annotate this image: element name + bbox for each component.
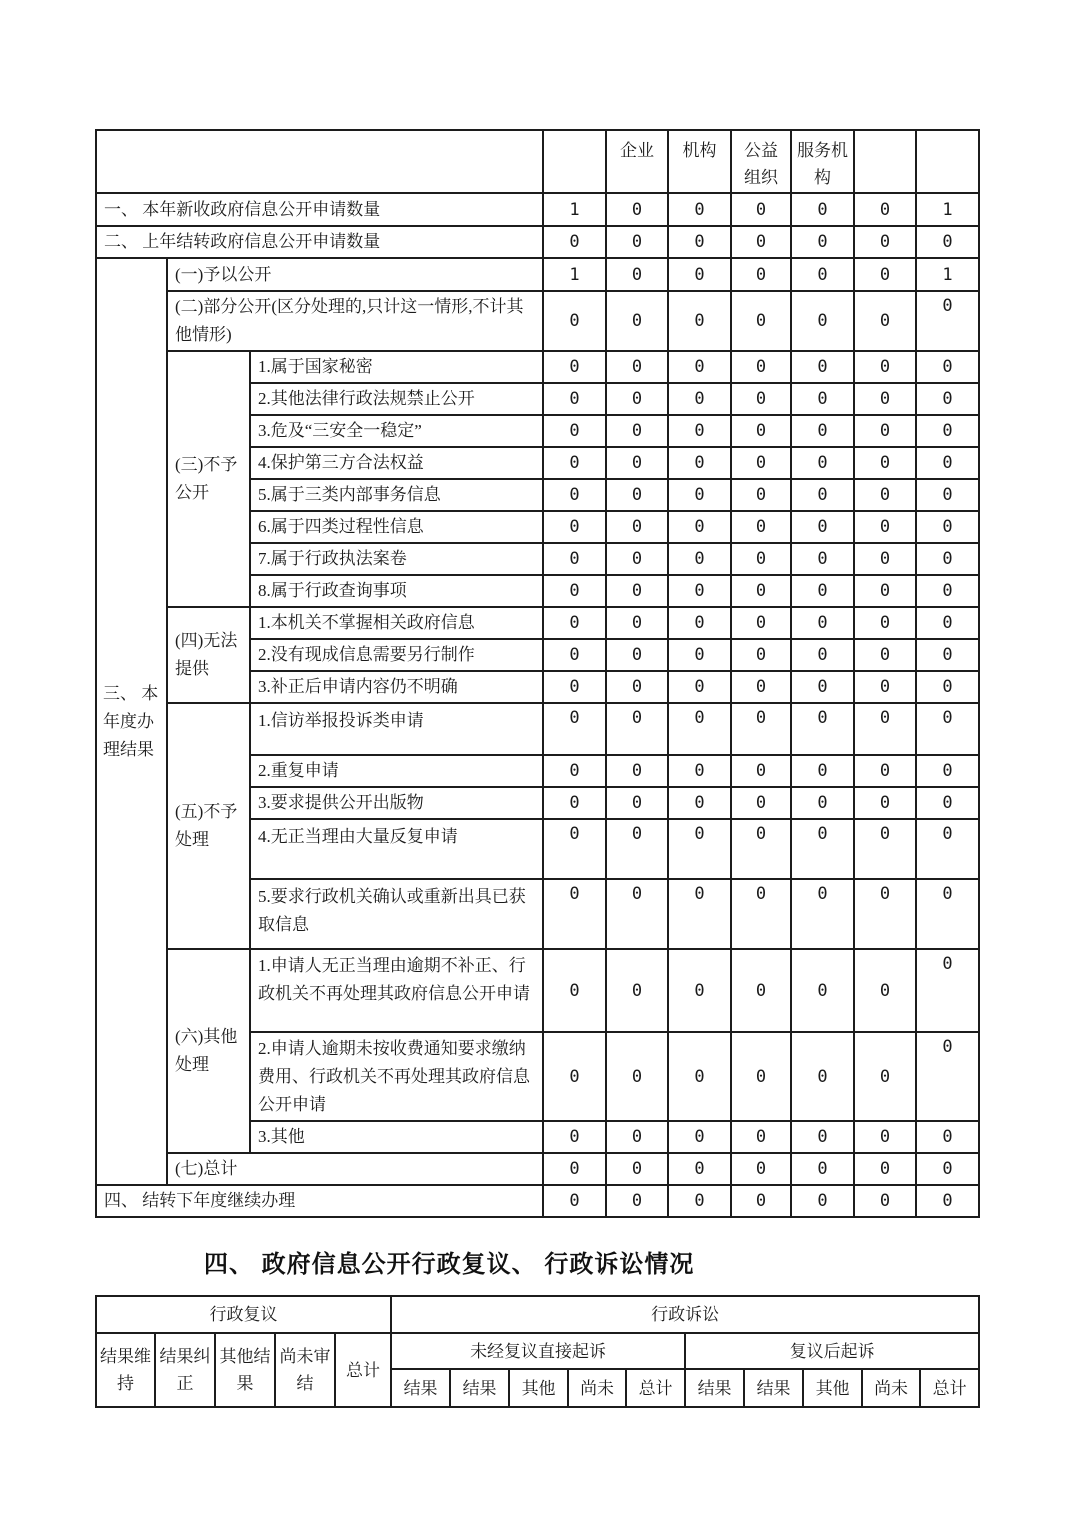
value-cell: 0 xyxy=(543,1032,606,1121)
value-cell: 0 xyxy=(916,575,979,607)
value-cell: 0 xyxy=(916,1032,979,1121)
value-cell: 0 xyxy=(731,511,791,543)
value-cell: 0 xyxy=(731,1121,791,1153)
value-cell: 0 xyxy=(854,511,916,543)
value-cell: 0 xyxy=(606,671,668,703)
column-header-other-result: 其他结果 xyxy=(215,1333,275,1407)
value-cell: 0 xyxy=(916,1185,979,1217)
value-cell: 0 xyxy=(791,755,854,787)
value-cell: 0 xyxy=(916,1153,979,1185)
value-cell: 0 xyxy=(731,671,791,703)
value-cell: 0 xyxy=(543,479,606,511)
column-header xyxy=(916,130,979,193)
value-cell: 0 xyxy=(916,511,979,543)
header-row xyxy=(96,130,979,193)
item-label: 3.危及“三安全一稳定” xyxy=(250,415,543,447)
value-cell: 0 xyxy=(916,415,979,447)
value-cell: 0 xyxy=(916,1121,979,1153)
column-header: 总计 xyxy=(920,1369,979,1407)
value-cell: 0 xyxy=(791,819,854,879)
value-cell: 0 xyxy=(543,1121,606,1153)
value-cell: 0 xyxy=(543,447,606,479)
value-cell: 0 xyxy=(791,351,854,383)
value-cell: 0 xyxy=(916,447,979,479)
value-cell: 0 xyxy=(854,671,916,703)
table-row xyxy=(96,1153,979,1185)
value-cell: 0 xyxy=(854,415,916,447)
value-cell: 0 xyxy=(606,415,668,447)
value-cell: 0 xyxy=(543,575,606,607)
value-cell: 0 xyxy=(791,879,854,949)
value-cell: 0 xyxy=(731,543,791,575)
value-cell: 1 xyxy=(916,193,979,226)
value-cell: 0 xyxy=(668,351,731,383)
value-cell: 0 xyxy=(916,639,979,671)
value-cell: 0 xyxy=(731,1185,791,1217)
item-label: 4.无正当理由大量反复申请 xyxy=(250,819,543,879)
item-label: 6.属于四类过程性信息 xyxy=(250,511,543,543)
table2-group-row xyxy=(96,1296,979,1333)
value-cell: 0 xyxy=(916,703,979,755)
value-cell: 0 xyxy=(668,819,731,879)
item-label: 1.本机关不掌握相关政府信息 xyxy=(250,607,543,639)
table-row xyxy=(96,258,979,291)
value-cell: 0 xyxy=(606,1121,668,1153)
value-cell: 0 xyxy=(543,291,606,351)
value-cell: 0 xyxy=(606,1185,668,1217)
value-cell: 0 xyxy=(543,787,606,819)
item-label: 5.属于三类内部事务信息 xyxy=(250,479,543,511)
value-cell: 0 xyxy=(606,447,668,479)
table2-subgroup-row xyxy=(96,1333,979,1369)
value-cell: 0 xyxy=(916,351,979,383)
value-cell: 0 xyxy=(543,383,606,415)
column-header-institution: 机构 xyxy=(668,130,731,193)
row-label: (一)予以公开 xyxy=(167,258,543,291)
item-label: 2.没有现成信息需要另行制作 xyxy=(250,639,543,671)
group-header-admin-lawsuit: 行政诉讼 xyxy=(391,1296,979,1333)
value-cell: 0 xyxy=(854,1032,916,1121)
value-cell: 0 xyxy=(668,1032,731,1121)
column-header xyxy=(854,130,916,193)
value-cell: 0 xyxy=(543,1153,606,1185)
value-cell: 0 xyxy=(854,291,916,351)
column-header-pending: 尚未审结 xyxy=(275,1333,335,1407)
review-lawsuit-table xyxy=(95,1295,980,1408)
value-cell: 0 xyxy=(854,226,916,258)
value-cell: 0 xyxy=(543,511,606,543)
value-cell: 0 xyxy=(731,1032,791,1121)
value-cell: 0 xyxy=(606,575,668,607)
value-cell: 0 xyxy=(668,879,731,949)
item-label: 1.属于国家秘密 xyxy=(250,351,543,383)
item-label: 3.其他 xyxy=(250,1121,543,1153)
value-cell: 0 xyxy=(731,258,791,291)
value-cell: 0 xyxy=(543,1185,606,1217)
value-cell: 0 xyxy=(854,258,916,291)
value-cell: 0 xyxy=(854,447,916,479)
value-cell: 0 xyxy=(606,383,668,415)
value-cell: 0 xyxy=(731,819,791,879)
column-header xyxy=(543,130,606,193)
value-cell: 0 xyxy=(731,226,791,258)
column-header: 尚未 xyxy=(862,1369,920,1407)
column-header-result-upheld: 结果维持 xyxy=(96,1333,155,1407)
value-cell: 0 xyxy=(916,949,979,1032)
column-header-service-org: 服务机构 xyxy=(791,130,854,193)
value-cell: 0 xyxy=(543,671,606,703)
value-cell: 0 xyxy=(731,575,791,607)
value-cell: 0 xyxy=(606,226,668,258)
value-cell: 0 xyxy=(791,671,854,703)
section-label-results: 三、 本年度办理结果 xyxy=(96,258,167,1185)
value-cell: 0 xyxy=(668,949,731,1032)
value-cell: 0 xyxy=(668,787,731,819)
value-cell: 0 xyxy=(916,607,979,639)
value-cell: 0 xyxy=(916,755,979,787)
value-cell: 0 xyxy=(854,351,916,383)
column-header: 其他 xyxy=(509,1369,568,1407)
value-cell: 1 xyxy=(543,193,606,226)
value-cell: 0 xyxy=(854,703,916,755)
value-cell: 0 xyxy=(606,787,668,819)
table-row xyxy=(96,607,979,639)
value-cell: 0 xyxy=(543,415,606,447)
value-cell: 0 xyxy=(668,1185,731,1217)
table-row xyxy=(96,949,979,1032)
subsection-label-refuse: (三)不予公开 xyxy=(167,351,250,607)
item-label: 3.补正后申请内容仍不明确 xyxy=(250,671,543,703)
value-cell: 0 xyxy=(854,575,916,607)
value-cell: 0 xyxy=(916,819,979,879)
value-cell: 0 xyxy=(543,703,606,755)
value-cell: 0 xyxy=(916,879,979,949)
value-cell: 0 xyxy=(791,1185,854,1217)
value-cell: 0 xyxy=(606,1032,668,1121)
subsection-label-unable: (四)无法提供 xyxy=(167,607,250,703)
value-cell: 0 xyxy=(731,949,791,1032)
value-cell: 0 xyxy=(731,1153,791,1185)
value-cell: 0 xyxy=(916,226,979,258)
value-cell: 0 xyxy=(731,383,791,415)
value-cell: 0 xyxy=(731,291,791,351)
column-header: 总计 xyxy=(626,1369,685,1407)
value-cell: 0 xyxy=(668,607,731,639)
value-cell: 0 xyxy=(854,639,916,671)
value-cell: 0 xyxy=(606,639,668,671)
value-cell: 0 xyxy=(543,949,606,1032)
value-cell: 0 xyxy=(791,479,854,511)
group-header-lawsuit-after-review: 复议后起诉 xyxy=(685,1333,979,1369)
value-cell: 0 xyxy=(791,949,854,1032)
value-cell: 1 xyxy=(916,258,979,291)
value-cell: 0 xyxy=(606,949,668,1032)
section4-title: 四、 政府信息公开行政复议、 行政诉讼情况 xyxy=(204,1251,695,1278)
value-cell: 0 xyxy=(606,479,668,511)
value-cell: 0 xyxy=(854,879,916,949)
value-cell: 0 xyxy=(916,479,979,511)
value-cell: 0 xyxy=(916,291,979,351)
value-cell: 0 xyxy=(791,1121,854,1153)
value-cell: 0 xyxy=(791,258,854,291)
value-cell: 0 xyxy=(543,607,606,639)
value-cell: 0 xyxy=(791,447,854,479)
column-header: 结果 xyxy=(744,1369,803,1407)
value-cell: 0 xyxy=(854,479,916,511)
value-cell: 0 xyxy=(854,607,916,639)
value-cell: 0 xyxy=(791,639,854,671)
value-cell: 0 xyxy=(731,351,791,383)
value-cell: 0 xyxy=(668,639,731,671)
item-label: 1.申请人无正当理由逾期不补正、行政机关不再处理其政府信息公开申请 xyxy=(250,949,543,1032)
value-cell: 0 xyxy=(543,819,606,879)
value-cell: 0 xyxy=(668,575,731,607)
value-cell: 0 xyxy=(668,511,731,543)
value-cell: 0 xyxy=(854,949,916,1032)
table-row xyxy=(96,226,979,258)
value-cell: 0 xyxy=(606,1153,668,1185)
value-cell: 0 xyxy=(668,543,731,575)
value-cell: 0 xyxy=(606,193,668,226)
value-cell: 0 xyxy=(854,755,916,787)
value-cell: 0 xyxy=(791,607,854,639)
value-cell: 0 xyxy=(543,879,606,949)
group-header-direct-lawsuit: 未经复议直接起诉 xyxy=(391,1333,685,1369)
value-cell: 0 xyxy=(731,447,791,479)
subsection-label-reject: (五)不予处理 xyxy=(167,703,250,949)
subsection-label-other: (六)其他处理 xyxy=(167,949,250,1153)
value-cell: 0 xyxy=(854,383,916,415)
value-cell: 0 xyxy=(854,543,916,575)
value-cell: 0 xyxy=(731,607,791,639)
value-cell: 0 xyxy=(606,607,668,639)
value-cell: 0 xyxy=(543,639,606,671)
value-cell: 0 xyxy=(731,703,791,755)
row-label: 一、 本年新收政府信息公开申请数量 xyxy=(96,193,543,226)
value-cell: 0 xyxy=(731,193,791,226)
value-cell: 0 xyxy=(543,351,606,383)
column-header: 尚未 xyxy=(568,1369,626,1407)
item-label: 2.重复申请 xyxy=(250,755,543,787)
value-cell: 0 xyxy=(731,787,791,819)
row-label-carry-next-year: 四、 结转下年度继续办理 xyxy=(96,1185,543,1217)
column-header-public-org: 公益组织 xyxy=(731,130,791,193)
table-row xyxy=(96,193,979,226)
table-row xyxy=(96,1185,979,1217)
value-cell: 0 xyxy=(606,755,668,787)
item-label: 2.申请人逾期未按收费通知要求缴纳费用、行政机关不再处理其政府信息公开申请 xyxy=(250,1032,543,1121)
group-header-admin-review: 行政复议 xyxy=(96,1296,391,1333)
value-cell: 0 xyxy=(791,543,854,575)
value-cell: 0 xyxy=(854,1153,916,1185)
value-cell: 0 xyxy=(668,479,731,511)
item-label: 2.其他法律行政法规禁止公开 xyxy=(250,383,543,415)
disclosure-results-table xyxy=(95,129,980,1218)
value-cell: 0 xyxy=(916,787,979,819)
value-cell: 0 xyxy=(606,879,668,949)
column-header: 结果 xyxy=(391,1369,450,1407)
column-header: 结果 xyxy=(685,1369,744,1407)
item-label: 4.保护第三方合法权益 xyxy=(250,447,543,479)
column-header-result-corrected: 结果纠正 xyxy=(155,1333,215,1407)
value-cell: 0 xyxy=(668,415,731,447)
value-cell: 0 xyxy=(791,383,854,415)
value-cell: 0 xyxy=(668,258,731,291)
value-cell: 0 xyxy=(791,703,854,755)
value-cell: 0 xyxy=(668,755,731,787)
value-cell: 0 xyxy=(606,291,668,351)
value-cell: 0 xyxy=(543,755,606,787)
value-cell: 0 xyxy=(731,639,791,671)
value-cell: 0 xyxy=(791,575,854,607)
value-cell: 0 xyxy=(791,415,854,447)
value-cell: 0 xyxy=(606,703,668,755)
value-cell: 0 xyxy=(668,383,731,415)
value-cell: 0 xyxy=(854,193,916,226)
item-label: 1.信访举报投诉类申请 xyxy=(250,703,543,755)
value-cell: 0 xyxy=(606,819,668,879)
item-label: 5.要求行政机关确认或重新出具已获取信息 xyxy=(250,879,543,949)
value-cell: 0 xyxy=(668,1121,731,1153)
column-header: 其他 xyxy=(803,1369,862,1407)
value-cell: 0 xyxy=(668,703,731,755)
value-cell: 0 xyxy=(606,511,668,543)
value-cell: 0 xyxy=(606,351,668,383)
item-label: 8.属于行政查询事项 xyxy=(250,575,543,607)
value-cell: 0 xyxy=(731,879,791,949)
value-cell: 0 xyxy=(668,226,731,258)
value-cell: 1 xyxy=(543,258,606,291)
value-cell: 0 xyxy=(668,1153,731,1185)
row-label: 二、 上年结转政府信息公开申请数量 xyxy=(96,226,543,258)
value-cell: 0 xyxy=(606,258,668,291)
value-cell: 0 xyxy=(791,1153,854,1185)
value-cell: 0 xyxy=(606,543,668,575)
value-cell: 0 xyxy=(731,415,791,447)
value-cell: 0 xyxy=(791,193,854,226)
value-cell: 0 xyxy=(668,193,731,226)
value-cell: 0 xyxy=(854,1121,916,1153)
value-cell: 0 xyxy=(791,511,854,543)
row-label-total: (七)总计 xyxy=(167,1153,543,1185)
table-row xyxy=(96,291,979,351)
value-cell: 0 xyxy=(916,543,979,575)
value-cell: 0 xyxy=(731,479,791,511)
value-cell: 0 xyxy=(543,543,606,575)
column-header: 结果 xyxy=(450,1369,509,1407)
value-cell: 0 xyxy=(668,291,731,351)
value-cell: 0 xyxy=(854,1185,916,1217)
value-cell: 0 xyxy=(791,787,854,819)
item-label: 3.要求提供公开出版物 xyxy=(250,787,543,819)
column-header-enterprise: 企业 xyxy=(606,130,668,193)
value-cell: 0 xyxy=(731,755,791,787)
row-label: (二)部分公开(区分处理的,只计这一情形,不计其他情形) xyxy=(167,291,543,351)
column-header-total: 总计 xyxy=(335,1333,391,1407)
value-cell: 0 xyxy=(668,447,731,479)
header-corner-cell xyxy=(96,130,543,193)
value-cell: 0 xyxy=(916,383,979,415)
value-cell: 0 xyxy=(791,291,854,351)
value-cell: 0 xyxy=(854,819,916,879)
value-cell: 0 xyxy=(791,226,854,258)
table-row xyxy=(96,703,979,755)
value-cell: 0 xyxy=(916,671,979,703)
table-row xyxy=(96,351,979,383)
item-label: 7.属于行政执法案卷 xyxy=(250,543,543,575)
value-cell: 0 xyxy=(791,1032,854,1121)
value-cell: 0 xyxy=(668,671,731,703)
value-cell: 0 xyxy=(854,787,916,819)
value-cell: 0 xyxy=(543,226,606,258)
